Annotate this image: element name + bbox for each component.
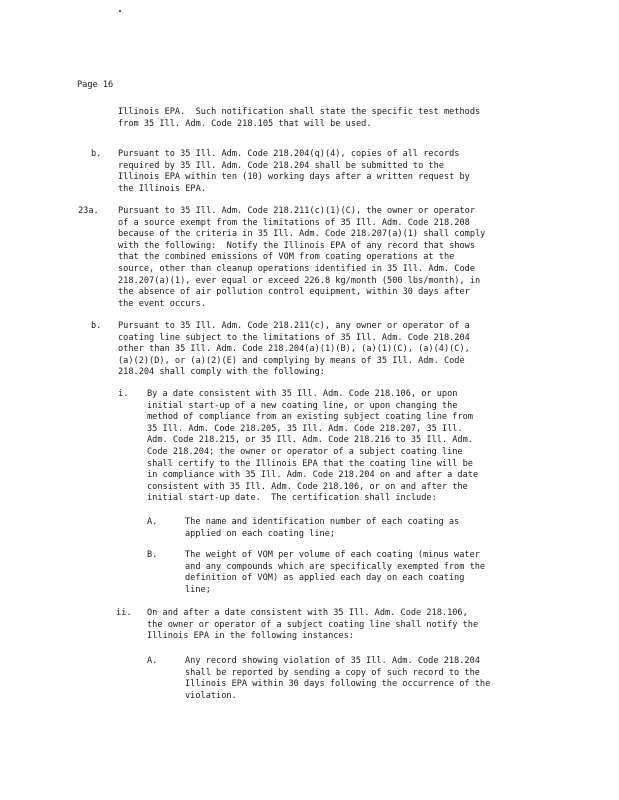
paragraph-label: ii. (116, 608, 132, 618)
paragraph-text: On and after a date consistent with 35 Ill. Adm. Code 218.106, the owner or operator of a subject coating line shall notify the Illinois EPA in the following instances: (147, 608, 479, 642)
page-number: Page 16 (77, 80, 114, 90)
scan-speck (119, 10, 121, 12)
paragraph-text: By a date consistent with 35 Ill. Adm. Code 218.106, or upon initial start-up of a new coating line, or upon changing the method of compliance from an existing subject coating line from 35 Ill. Adm. Code 218.205, 35 Ill. Adm. Code 218.207, 35 Ill. Adm. Code 218.215, or 35 Ill. Adm. Code 218.216 to 35 Ill. Adm. Code 218.204; the owner or operator of a subject coating line shall certify to the Illinois EPA that the coating line will be in compliance with 35 Ill. Adm. Code 218.204 on and after a date consistent with 35 Ill. Adm. Code 218.106, or on and after the initial start-up date. The certification shall include: (147, 389, 479, 504)
paragraph-label: B. (147, 550, 158, 560)
paragraph-label: A. (147, 517, 158, 527)
paragraph-label: b. (91, 149, 102, 159)
paragraph-text: Illinois EPA. Such notification shall state the specific test methods from 35 Ill. Adm. Code 218.105 that will be used. (118, 107, 481, 129)
paragraph-label: 23a. (78, 206, 99, 216)
paragraph-text: Pursuant to 35 Ill. Adm. Code 218.211(c), any owner or operator of a coating line subject to the limitations of 35 Ill. Adm. Code 218.204 other than 35 Ill. Adm. Code 218.204(a)(1)(B), (a)(1)(C), (a)(4)(C), (a)(2)(D), or (a)(2)(E) and complying by means of 35 Ill. Adm. Code 218.204 shall comply with the following: (118, 321, 470, 378)
paragraph-label: b. (91, 321, 102, 331)
paragraph-text: Pursuant to 35 Ill. Adm. Code 218.211(c)(1)(C), the owner or operator of a source exempt from the limitations of 35 Ill. Adm. Code 218.208 because of the criteria in 35 Ill. Adm. Code 218.207(a)(1) shall comply with the following: Notify the Illinois EPA of any record that shows that the combined emissions of VOM from coating operations at the source, other than cleanup operations identified in 35 Ill. Adm. Code 218.207(a)(1), ever equal or exceed 226.8 kg/month (500 lbs/month), in the absence of air pollution control equipment, within 30 days after the event occurs. (118, 206, 486, 309)
paragraph-text: Pursuant to 35 Ill. Adm. Code 218.204(q)(4), copies of all records required by 35 Ill. Adm. Code 218.204 shall be submitted to the Illinois EPA within ten (10) working days after a written request by the Illinois EPA. (118, 149, 470, 194)
paragraph-text: Any record showing violation of 35 Ill. Adm. Code 218.204 shall be reported by sending a copy of such record to the Illinois EPA within 30 days following the occurrence of the violation. (185, 656, 491, 701)
paragraph-text: The name and identification number of each coating as applied on each coating line; (185, 517, 460, 539)
paragraph-label: A. (147, 656, 158, 666)
paragraph-text: The weight of VOM per volume of each coating (minus water and any compounds which are specifically exempted from the definition of VOM) as applied each day on each coating line; (185, 550, 486, 595)
paragraph-label: i. (118, 389, 129, 399)
